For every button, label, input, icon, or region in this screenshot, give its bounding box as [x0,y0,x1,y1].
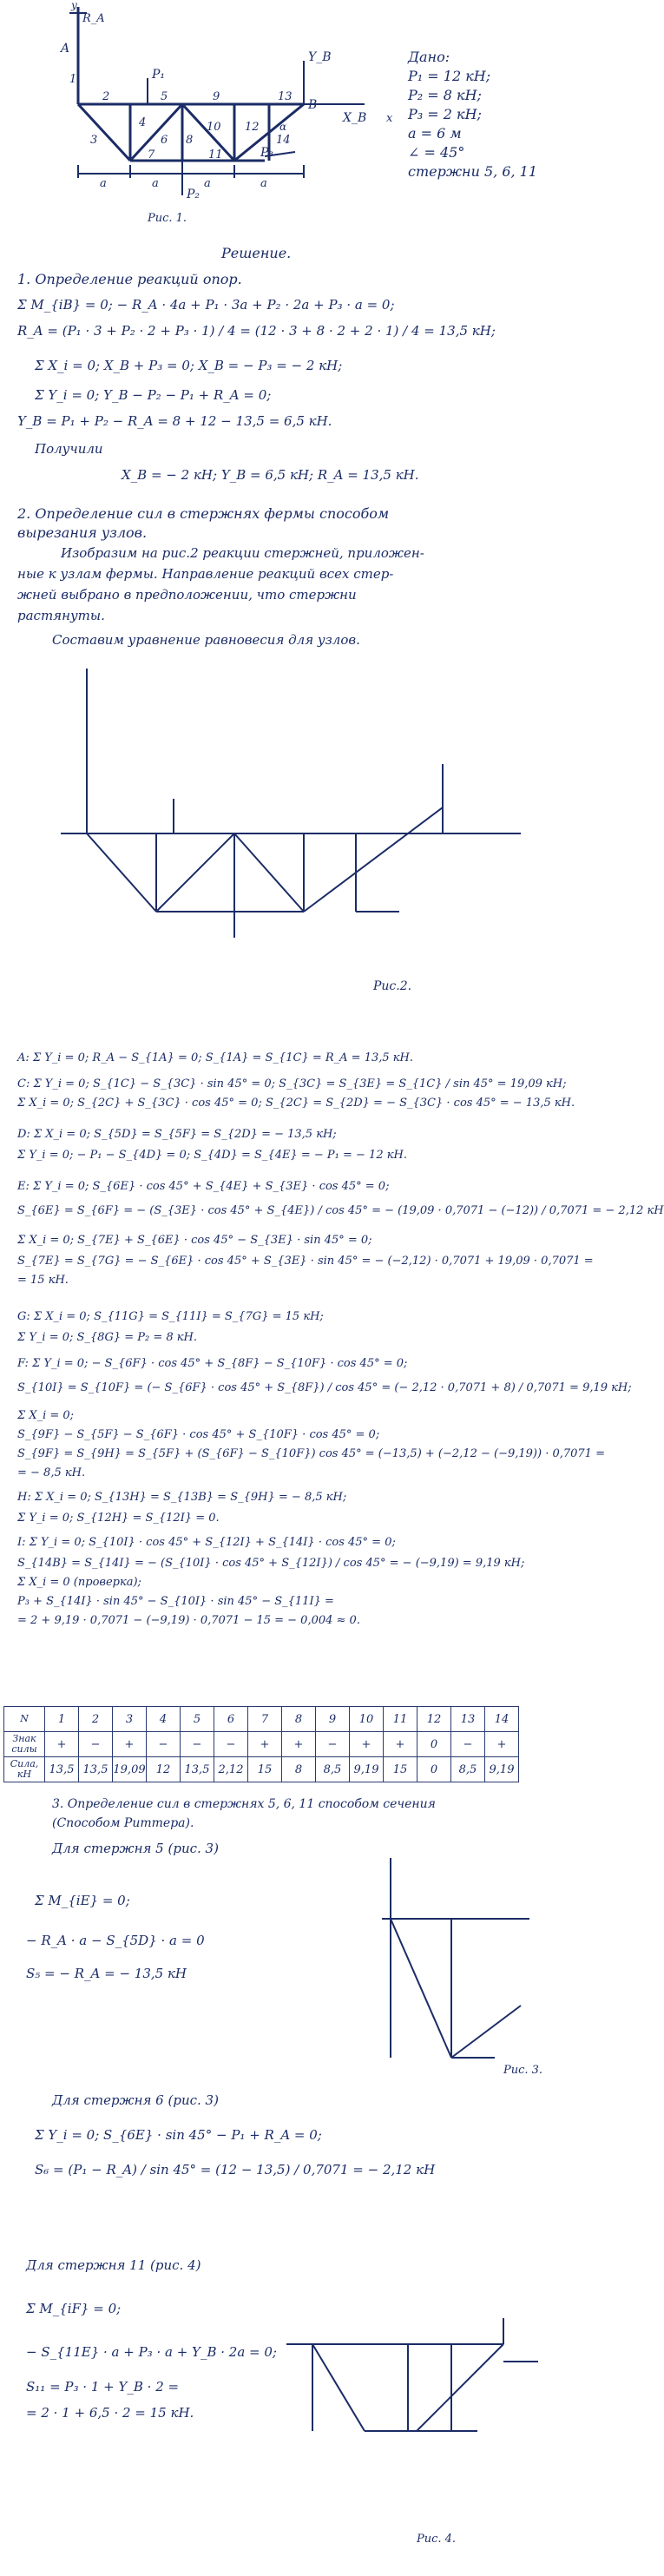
rod11-line: = 2 · 1 + 6,5 · 2 = 15 кН. [26,2405,194,2421]
given-rods: стержни 5, 6, 11 [408,163,538,180]
label-x: x [386,112,393,125]
table-cell: − [181,1732,214,1757]
label-yb: Y_B [308,50,332,64]
sec1-line: Σ M_{iB} = 0; − R_A · 4a + P₁ · 3a + P₂ · 2a + P₃ · a = 0; [17,297,395,313]
node-eq: F: Σ Y_i = 0; − S_{6F} · cos 45° + S_{8F} − S_{10F} · cos 45° = 0; [17,1357,408,1370]
node-eq: I: Σ Y_i = 0; S_{10I} · cos 45° + S_{12I} + S_{14I} · cos 45° = 0; [17,1536,396,1549]
given-alpha: ∠ = 45° [408,144,465,161]
figure-4-caption: Рис. 4. [417,2533,457,2546]
sec1-line: Σ Y_i = 0; Y_B − P₂ − P₁ + R_A = 0; [35,387,272,403]
label-p2: P₂ [187,188,201,201]
table-cell: 11 [384,1707,417,1732]
table-cell: 15 [248,1757,282,1782]
table-cell: Сила, кН [4,1757,45,1782]
rod5-line: S₅ = − R_A = − 13,5 кН [26,1966,187,1981]
node-eq: S_{9F} − S_{5F} − S_{6F} · cos 45° + S_{10F} · cos 45° = 0; [17,1428,380,1441]
solution-title: Решение. [221,245,292,261]
table-cell: 5 [181,1707,214,1732]
node-eq: S_{14B} = S_{14I} = − (S_{10I} · cos 45° + S_{12I}) / cos 45° = − (−9,19) = 9,19 кН; [17,1557,525,1570]
rod-number: 14 [276,134,291,147]
rod-number: 8 [186,134,194,147]
rod6-title: Для стержня 6 (рис. 3) [52,2092,219,2108]
rod5-line: − R_A · a − S_{5D} · a = 0 [26,1933,205,1948]
rod-number: 6 [161,134,168,147]
section-3-title-2: (Способом Риттера). [52,1816,194,1830]
figure-2-caption: Рис.2. [373,979,412,993]
rod5-line: Σ M_{iE} = 0; [35,1893,130,1908]
node-eq: = 15 кН. [17,1274,69,1287]
label-dim-a: a [260,177,267,190]
rod-number: 1 [69,73,77,86]
table-cell: − [147,1732,181,1757]
table-cell: 8 [282,1757,316,1782]
table-cell: 13 [451,1707,485,1732]
section-3-title: 3. Определение сил в стержнях 5, 6, 11 способом сечения [52,1797,436,1811]
sec1-line: Σ X_i = 0; X_B + P₃ = 0; X_B = − P₃ = − 2 кН; [35,358,343,373]
sec2-line: Изобразим на рис.2 реакции стержней, приложен- [61,545,424,561]
label-p1: P₁ [152,68,166,82]
node-eq: = 2 + 9,19 · 0,7071 − (−9,19) · 0,7071 − 15 = − 0,004 ≈ 0. [17,1614,360,1627]
node-eq: C: Σ Y_i = 0; S_{1C} − S_{3C} · sin 45° = 0; S_{3C} = S_{3E} = S_{1C} / sin 45° = 19,09 кН; [17,1077,567,1090]
table-cell: 9,19 [350,1757,384,1782]
sec2-line: ные к узлам фермы. Направление реакций всех стер- [17,566,394,582]
label-a: A [61,42,70,56]
rod-number: 3 [90,134,98,147]
table-cell: 9,19 [485,1757,519,1782]
table-cell: 8,5 [316,1757,350,1782]
given-p3: P₃ = 2 кН; [408,106,482,122]
label-dim-a: a [152,177,159,190]
section-1-title: 1. Определение реакций опор. [17,271,242,287]
figure-4-section [278,2309,547,2553]
table-cell: Знак силы [4,1732,45,1757]
given-a: a = 6 м [408,125,462,142]
given-p2: P₂ = 8 кН; [408,87,482,103]
table-cell: − [79,1732,113,1757]
table-cell: 8 [282,1707,316,1732]
table-cell: 13,5 [181,1757,214,1782]
results-table [3,1706,519,1782]
rod11-line: S₁₁ = P₃ · 1 + Y_B · 2 = [26,2379,180,2395]
sec1-line: X_B = − 2 кН; Y_B = 6,5 кН; R_A = 13,5 кН. [122,467,419,483]
table-cell: 13,5 [79,1757,113,1782]
figure-2-truss-nodes [35,660,556,1007]
label-alpha: α [279,121,287,133]
node-eq: G: Σ X_i = 0; S_{11G} = S_{11I} = S_{7G} = 15 кН; [17,1310,324,1323]
section-2-title: 2. Определение сил в стержнях фермы способом [17,505,390,522]
table-cell: 13,5 [45,1757,79,1782]
table-cell: + [350,1732,384,1757]
table-cell: 1 [45,1707,79,1732]
node-eq: D: Σ X_i = 0; S_{5D} = S_{5F} = S_{2D} = − 13,5 кН; [17,1128,337,1141]
node-eq: Σ Y_i = 0; − P₁ − S_{4D} = 0; S_{4D} = S_{4E} = − P₁ = − 12 кН. [17,1149,407,1162]
rod6-line: Σ Y_i = 0; S_{6E} · sin 45° − P₁ + R_A = 0; [35,2127,322,2143]
given-block [408,48,537,181]
node-eq: Σ X_i = 0; [17,1409,75,1422]
sec1-line: Получили [35,441,103,457]
rod11-title: Для стержня 11 (рис. 4) [26,2257,201,2273]
node-eq: A: Σ Y_i = 0; R_A − S_{1A} = 0; S_{1A} = S_{1C} = R_A = 13,5 кН. [17,1051,414,1064]
sec1-line: Y_B = P₁ + P₂ − R_A = 8 + 12 − 13,5 = 6,5 кН. [17,413,332,429]
table-cell: + [45,1732,79,1757]
label-ra: R_A [82,12,105,25]
node-eq: H: Σ X_i = 0; S_{13H} = S_{13B} = S_{9H} = − 8,5 кН; [17,1491,347,1504]
label-dim-a: a [204,177,211,190]
rod11-line: − S_{11E} · a + P₃ · a + Y_B · 2a = 0; [26,2344,277,2360]
rod-number: 10 [207,121,221,134]
table-cell: 0 [417,1732,451,1757]
rod11-line: Σ M_{iF} = 0; [26,2301,122,2316]
table-cell: + [282,1732,316,1757]
table-cell: 8,5 [451,1757,485,1782]
figure-1-truss [0,0,399,234]
table-cell: 2 [79,1707,113,1732]
table-sign-row [4,1732,519,1757]
table-cell: N [4,1707,45,1732]
rod-number: 9 [213,90,220,103]
table-cell: − [214,1732,248,1757]
rod5-title: Для стержня 5 (рис. 3) [52,1841,219,1856]
table-cell: 10 [350,1707,384,1732]
node-eq: S_{6E} = S_{6F} = − (S_{3E} · cos 45° + S_{4E}) / cos 45° = − (19,09 · 0,7071 − (−12)) / 0,7071 = − 2,12 кН [17,1204,664,1217]
table-cell: − [316,1732,350,1757]
rod6-line: S₆ = (P₁ − R_A) / sin 45° = (12 − 13,5) / 0,7071 = − 2,12 кН [35,2162,436,2177]
node-eq: S_{9F} = S_{9H} = S_{5F} + (S_{6F} − S_{10F}) cos 45° = (−13,5) + (−2,12 − (−9,19)) · 0,7071 = [17,1447,605,1460]
label-y: y [71,0,77,11]
node-eq: Σ X_i = 0; S_{2C} + S_{3C} · cos 45° = 0; S_{2C} = S_{2D} = − S_{3C} · cos 45° = − 13,5 кН. [17,1097,575,1110]
given-p1: P₁ = 12 кН; [408,68,491,84]
figure-3-section [365,1849,556,2084]
table-cell: + [485,1732,519,1757]
given-heading: Дано: [408,49,450,65]
rod-number: 11 [208,148,223,161]
label-b: B [308,98,318,112]
sec1-line: R_A = (P₁ · 3 + P₂ · 2 + P₃ · 1) / 4 = (12 · 3 + 8 · 2 + 2 · 1) / 4 = 13,5 кН; [17,323,496,339]
table-cell: 14 [485,1707,519,1732]
table-cell: + [248,1732,282,1757]
table-cell: 19,09 [113,1757,147,1782]
node-eq: S_{7E} = S_{7G} = − S_{6E} · cos 45° + S_{3E} · sin 45° = − (−2,12) · 0,7071 + 19,09 · 0,7071 = [17,1255,594,1268]
table-cell: + [384,1732,417,1757]
table-cell: 6 [214,1707,248,1732]
node-eq: = − 8,5 кН. [17,1466,86,1479]
sec2-line: Составим уравнение равновесия для узлов. [52,632,360,648]
rod-number: 13 [278,90,293,103]
rod-number: 4 [139,116,147,129]
table-cell: − [451,1732,485,1757]
node-eq: Σ Y_i = 0; S_{12H} = S_{12I} = 0. [17,1512,220,1525]
label-dim-a: a [100,177,107,190]
node-eq: Σ X_i = 0; S_{7E} + S_{6E} · cos 45° − S_{3E} · sin 45° = 0; [17,1234,372,1247]
rod-number: 5 [161,90,168,103]
table-cell: 4 [147,1707,181,1732]
node-eq: P₃ + S_{14I} · sin 45° − S_{10I} · sin 45° − S_{11I} = [17,1595,334,1608]
node-eq: E: Σ Y_i = 0; S_{6E} · cos 45° + S_{4E} + S_{3E} · cos 45° = 0; [17,1180,390,1193]
table-header-row [4,1707,519,1732]
table-cell: 15 [384,1757,417,1782]
table-value-row [4,1757,519,1782]
label-xb: X_B [343,111,367,125]
table-cell: 7 [248,1707,282,1732]
sec2-line: жней выбрано в предположении, что стержни [17,587,357,603]
figure-1-caption: Рис. 1. [148,212,187,225]
table-cell: 2,12 [214,1757,248,1782]
node-eq: Σ Y_i = 0; S_{8G} = P₂ = 8 кН. [17,1331,198,1344]
table-cell: 12 [147,1757,181,1782]
table-cell: 3 [113,1707,147,1732]
table-cell: 0 [417,1757,451,1782]
figure-3-caption: Рис. 3. [503,2064,543,2077]
table-cell: 9 [316,1707,350,1732]
section-2-title-2: вырезания узлов. [17,524,148,541]
node-eq: S_{10I} = S_{10F} = (− S_{6F} · cos 45° + S_{8F}) / cos 45° = (− 2,12 · 0,7071 + 8) / 0,7071 = 9,19 кН; [17,1381,632,1394]
node-eq: Σ X_i = 0 (проверка); [17,1576,141,1589]
rod-number: 2 [102,90,110,103]
label-p3: P₃ [260,146,274,160]
table-cell: 12 [417,1707,451,1732]
rod-number: 12 [245,121,260,134]
rod-number: 7 [148,148,155,161]
table-cell: + [113,1732,147,1757]
sec2-line: растянуты. [17,608,105,623]
